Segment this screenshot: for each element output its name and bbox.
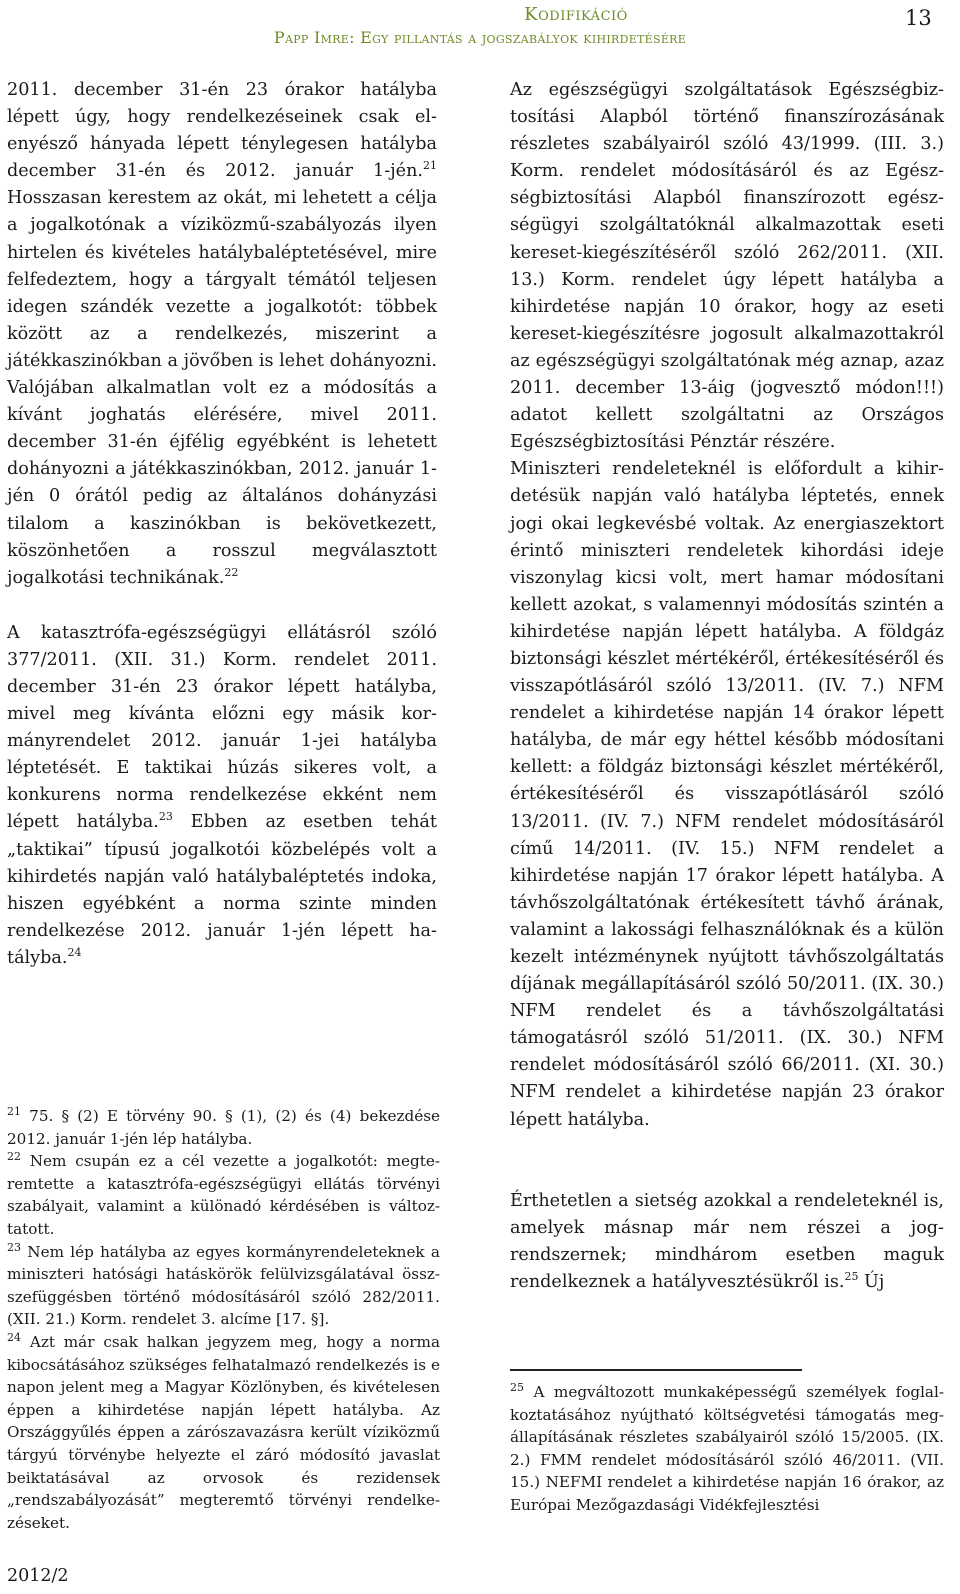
footnote-ref[interactable]: 25	[844, 1270, 859, 1284]
left-column	[7, 77, 437, 972]
page-number: 13	[905, 6, 932, 30]
footnotes-right	[510, 1381, 944, 1517]
paragraph: Miniszteri rendeleteknél is előfordult a kihirdetésük napján való hatályba léptetés, ennek jogi okai legkevésbé voltak. Az energiaszektort érintő miniszteri rendeletek kihordási ideje viszonylag kicsi volt, mert hamar módosítani kellett azokat, s valamennyi módosítás szintén a kihirdetése napján lépett hatályba. A földgáz biztonsági készlet mértékéről, értékesítéséről és visszapótlásáról szóló 13/2011. (IV. 7.) NFM rendelet a kihirdetése napján 14 órakor lépett hatályba, de már egy héttel később módosítani kellett: a földgáz biztonsági készlet mértékéről, értékesítéséről és visszapótlásáról szóló 13/2011. (IV. 7.) NFM rendelet módosításáról című 14/2011. (IV. 15.) NFM rendelet a kihirdetése napján 17 órakor lépett hatályba. A távhőszolgáltatónak értékesített távhő árának, valamint a lakossági felhasználóknak és a külön kezelt intézménynek nyújtott távhőszolgáltatás díjának megállapításáról szóló 50/2011. (IX. 30.) NFM rendelet és a távhőszolgáltatási támogatásról szóló 51/2011. (IX. 30.) NFM rendelet módosításáról szóló 66/2011. (XI. 30.) NFM rendelet a kihirdetése napján 23 órakor lépett hatályba.	[510, 459, 944, 1130]
footnote: $^{25}$ A megváltozott munkaképességű személyek foglalkoztatásához nyújtható költségvetési támogatás megállapításának részletes szabályairól szóló 15/2005. (IX. 2.) FMM rendelet módosításáról szóló 46/2011. (VII. 15.) NEFMI rendelet a kihirdetése napján 16 órakor, az Európai Mezőgazdasági Vidékfejlesztési	[510, 1380, 944, 1514]
footnotes-left	[7, 1105, 440, 1534]
paragraph: Az egészségügyi szolgáltatások Egészségbiztosítási Alapból történő finanszírozásának részletes szabályairól szóló 43/1999. (III. 3.) Korm. rendelet módosításáról és az Egészségbiztosítási Alapból finanszírozott egészségügyi szolgáltatóknál alkalmazottak eseti kereset-kiegészítéséről szóló 262/2011. (XII. 13.) Korm. rendelet úgy lépett hatályba a kihirdetése napján 10 órakor, hogy az eseti kereset-kiegészítésre jogosult alkalmazottakról az egészségügyi szolgáltatónak még aznap, azaz 2011. december 13-áig (jogvesztő módon!!!) adatot kellett szolgáltatni az Országos Egészségbiztosítási Pénztár részére.	[510, 80, 944, 453]
footnote: $^{23}$ Nem lép hatályba az egyes kormányrendeleteknek a miniszteri hatósági hatáskörök felülvizsgálatával összszefüggésben történő módosításáról szóló 282/2011. (XII. 21.) Korm. rendelet 3. alcíme [17. §].	[7, 1240, 440, 1329]
footnote: $^{21}$ 75. § (2) E törvény 90. § (1), (2) és (4) bekezdése 2012. január 1-jén lép hatályba.	[7, 1104, 441, 1148]
section-header: Kodifikáció	[524, 4, 628, 25]
paragraph: 2011. december 31-én 23 órakor hatályba lépett úgy, hogy rendelkezéseinek csak elenyésző hányada lépett ténylegesen hatályba december 31-én és 2012. január 1-jén.$^{21}$ Hosszasan kerestem az okát, mi lehetett a célja a jogalkotónak a víziközmű-szabályozás ilyen hirtelen és kivételes hatálybaléptetésével, mire felfedeztem, hogy a tárgyalt témától teljesen idegen szándék vezette a jogalkotót: többek között az a rendelkezés, miszerint a játékkaszinókban a jövőben is lehet dohányozni. Valójában alkalmatlan volt ez a módosítás a kívánt joghatás elérésére, mivel 2011. december 31-én éjfélig egyébként is lehetett dohányozni a játékkaszinókban, 2012. január 1-jén 0 órától pedig az általános dohányzási tilalom a kaszinókban is bekövetkezett, köszönhetően a rosszul megválasztott jogalkotási technikának.$^{22}$	[7, 80, 437, 588]
footnote-ref[interactable]: 23	[158, 810, 173, 824]
issue-label: 2012/2	[7, 1566, 69, 1586]
footnote-ref[interactable]: 21	[423, 159, 437, 173]
paragraph: A katasztrófa-egészségügyi ellátásról szóló 377/2011. (XII. 31.) Korm. rendelet 2011. december 31-én 23 órakor lépett hatályba, mivel meg kívánta előzni egy másik kormányrendelet 2012. január 1-jei hatályba léptetését. E taktikai húzás sikeres volt, a konkurens norma rendelkezése ekként nem lépett hatályba.$^{23}$ Ebben az esetben tehát „taktikai” típusú jogalkotói közbelépés volt a kihirdetés napján való hatálybaléptetés indoka, hiszen egyébként a norma szinte minden rendelkezése 2012. január 1-jén lépett hatályba.$^{24}$	[7, 622, 437, 968]
right-column	[510, 77, 944, 1296]
footnote-separator	[510, 1369, 802, 1371]
running-title: Papp Imre: Egy pillantás a jogszabályok kihirdetésére	[273, 28, 687, 47]
footnote-ref[interactable]: 22	[224, 565, 239, 579]
footnote: $^{22}$ Nem csupán ez a cél vezette a jogalkotót: megteremtette a katasztrófa-egészségügyi ellátás törvényi szabályait, valamint a különadó kérdésében is változtatott.	[7, 1150, 440, 1238]
paragraph: Érthetetlen a sietség azokkal a rendeleteknél is, amelyek másnap már nem részei a jogrendszernek; mindhárom esetben maguk rendelkeznek a hatályvesztésükről is.$^{25}$ Új	[510, 1190, 944, 1292]
footnote-ref[interactable]: 24	[67, 946, 82, 960]
footnote: $^{24}$ Azt már csak halkan jegyzem meg, hogy a norma kibocsátásához szükséges felhatalmazó rendelkezés is e napon jelent meg a Magyar Közlönyben, és kivételesen éppen a kihirdetése napján lépett hatályba. Az Országgyűlés éppen a zárószavazásra került víziközmű tárgyú törvénybe helyezte el záró módosító javaslat beiktatásával az orvosok és rezidensek „rendszabályozását” megteremtő törvényi rendelkezéseket.	[7, 1330, 441, 1532]
